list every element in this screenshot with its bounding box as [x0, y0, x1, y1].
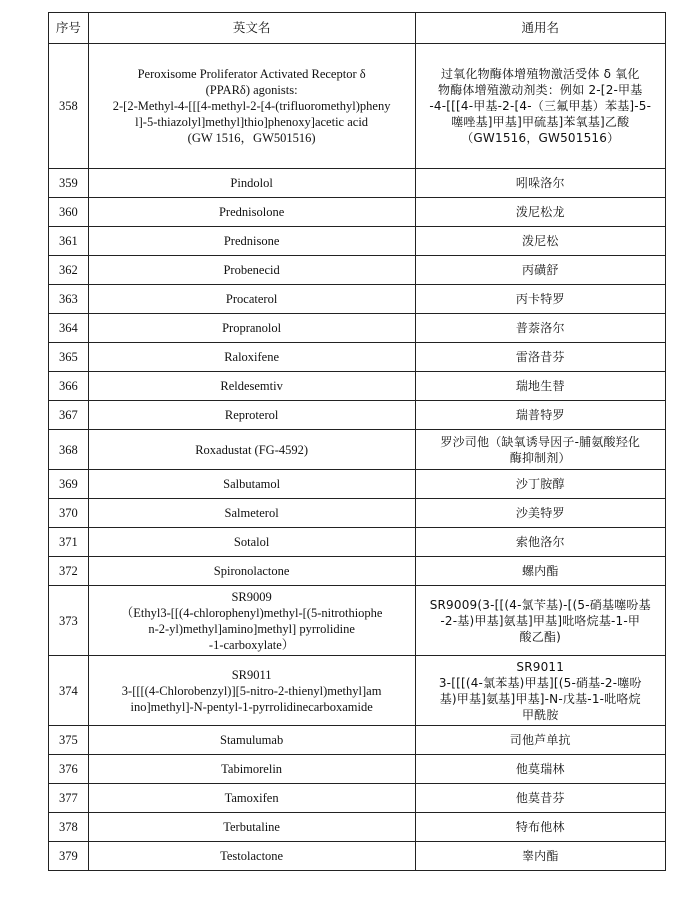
row-number: 362: [49, 256, 89, 285]
cn-line: 吲哚洛尔: [515, 176, 565, 190]
common-name-cell: [415, 755, 665, 784]
en-line: Tabimorelin: [221, 762, 283, 776]
english-name-cell: [88, 44, 415, 169]
row-number: 379: [49, 842, 89, 871]
row-number: 358: [49, 44, 89, 169]
english-name-cell: [88, 499, 415, 528]
en-line: Probenecid: [223, 263, 280, 277]
english-name-cell: [88, 528, 415, 557]
cn-line: 瑞普特罗: [515, 408, 565, 422]
en-line: SR9009: [231, 589, 272, 604]
english-name-cell: [88, 314, 415, 343]
table-row: [49, 813, 666, 842]
english-name-cell: [88, 557, 415, 586]
drug-name-table: [48, 12, 666, 871]
common-name-cell: [415, 198, 665, 227]
common-name-cell: [415, 343, 665, 372]
cn-line: （GW1516，GW501516）: [461, 131, 620, 145]
table-row: [49, 285, 666, 314]
en-line: (PPARδ) agonists:: [205, 83, 298, 97]
table-row: [49, 499, 666, 528]
common-name-cell: [415, 557, 665, 586]
common-name-cell: [415, 842, 665, 871]
cn-line: SR9009(3-[[(4-氯苄基)-[(5-硝基噻吩基: [429, 597, 651, 612]
row-number: 370: [49, 499, 89, 528]
cn-line: -4-[[[4-甲基-2-[4-（三氟甲基）苯基]-5-: [429, 99, 652, 113]
header-number: 序号: [49, 13, 89, 44]
cn-line: 司他芦单抗: [509, 733, 571, 747]
english-name-cell: [88, 586, 415, 656]
table-row: [49, 528, 666, 557]
cn-line: 特布他林: [515, 820, 565, 834]
en-line: Terbutaline: [223, 820, 280, 834]
en-line: n-2-yl)methyl]amino]methyl] pyrrolidine: [148, 621, 355, 636]
en-line: Prednisone: [223, 234, 280, 248]
row-number: 367: [49, 401, 89, 430]
en-line: Stamulumab: [220, 733, 284, 747]
en-line: Salmeterol: [224, 506, 279, 520]
en-line: Prednisolone: [218, 205, 285, 219]
table-row: [49, 557, 666, 586]
table-row: [49, 470, 666, 499]
en-line: Spironolactone: [213, 564, 290, 578]
english-name-cell: [88, 755, 415, 784]
common-name-cell: [415, 227, 665, 256]
common-name-cell: [415, 499, 665, 528]
common-name-cell: [415, 169, 665, 198]
en-line: Sotalol: [233, 535, 270, 549]
cn-line: 基)甲基]氨基]甲基]-N-戊基-1-吡咯烷: [439, 691, 641, 706]
common-name-cell: [415, 528, 665, 557]
common-name-cell: [415, 470, 665, 499]
cn-line: 螺内酯: [521, 564, 559, 578]
table-row: [49, 586, 666, 656]
cn-line: 丙卡特罗: [515, 292, 565, 306]
table-row: [49, 44, 666, 169]
cn-line: 酸乙酯): [519, 629, 561, 644]
english-name-cell: [88, 726, 415, 755]
cn-line: 过氧化物酶体增殖物激活受体 δ 氧化: [440, 67, 640, 81]
row-number: 377: [49, 784, 89, 813]
cn-line: 泼尼松龙: [515, 205, 565, 219]
row-number: 374: [49, 656, 89, 726]
common-name-cell: [415, 784, 665, 813]
en-line: （Ethyl3-[[(4-chlorophenyl)methyl-[(5-nitrothiophe: [120, 605, 383, 620]
english-name-cell: [88, 813, 415, 842]
table-row: [49, 227, 666, 256]
common-name-cell: [415, 430, 665, 470]
en-line: Roxadustat (FG-4592): [195, 442, 309, 457]
table-row: [49, 726, 666, 755]
en-line: Propranolol: [222, 321, 282, 335]
cn-line: 沙丁胺醇: [515, 477, 565, 491]
common-name-cell: [415, 285, 665, 314]
cn-line: 物酶体增殖激动剂类：例如 2-[2-甲基: [438, 83, 643, 97]
common-name-cell: [415, 314, 665, 343]
common-name-cell: [415, 256, 665, 285]
cn-line: 瑞地生替: [515, 379, 565, 393]
cn-line: 罗沙司他（缺氧诱导因子-脯氨酸羟化: [440, 434, 641, 449]
table-row: [49, 198, 666, 227]
table-row: [49, 755, 666, 784]
cn-line: 雷洛昔芬: [515, 350, 565, 364]
cn-line: 酶抑制剂）: [509, 450, 571, 465]
en-line: (GW 1516，GW501516): [187, 131, 316, 145]
cn-line: 沙美特罗: [515, 506, 565, 520]
cn-line: SR9011: [516, 659, 565, 674]
row-number: 366: [49, 372, 89, 401]
en-line: Salbutamol: [223, 477, 281, 491]
en-line: l]-5-thiazolyl]methyl]thio]phenoxy]acetic acid: [135, 115, 369, 129]
common-name-cell: [415, 726, 665, 755]
row-number: 359: [49, 169, 89, 198]
common-name-cell: [415, 656, 665, 726]
en-line: Reproterol: [224, 408, 279, 422]
row-number: 376: [49, 755, 89, 784]
en-line: -1-carboxylate）: [208, 637, 295, 652]
english-name-cell: [88, 343, 415, 372]
en-line: Procaterol: [225, 292, 278, 306]
row-number: 363: [49, 285, 89, 314]
en-line: Testolactone: [220, 849, 284, 863]
table-row: [49, 372, 666, 401]
en-line: ino]methyl]-N-pentyl-1-pyrrolidinecarboxamide: [130, 699, 373, 714]
row-number: 378: [49, 813, 89, 842]
table-row: [49, 784, 666, 813]
cn-line: 甲酰胺: [521, 707, 559, 722]
en-line: Raloxifene: [224, 350, 280, 364]
cn-line: 丙磺舒: [521, 263, 559, 277]
row-number: 371: [49, 528, 89, 557]
cn-line: 泼尼松: [521, 234, 559, 248]
en-line: 3-[[[(4-Chlorobenzyl)][5-nitro-2-thienyl)methyl]am: [121, 683, 382, 698]
english-name-cell: [88, 372, 415, 401]
cn-line: 索他洛尔: [515, 535, 565, 549]
table-row: [49, 401, 666, 430]
cn-line: 睾内酯: [521, 849, 559, 863]
row-number: 373: [49, 586, 89, 656]
table-row: [49, 169, 666, 198]
en-line: SR9011: [231, 667, 272, 682]
english-name-cell: [88, 227, 415, 256]
english-name-cell: [88, 285, 415, 314]
table-row: [49, 656, 666, 726]
common-name-cell: [415, 44, 665, 169]
common-name-cell: [415, 586, 665, 656]
english-name-cell: [88, 842, 415, 871]
cn-line: 3-[[[(4-氯苯基)甲基][(5-硝基-2-噻吩: [438, 675, 642, 690]
table-row: [49, 256, 666, 285]
english-name-cell: [88, 169, 415, 198]
row-number: 372: [49, 557, 89, 586]
english-name-cell: [88, 401, 415, 430]
cn-line: 普萘洛尔: [515, 321, 565, 335]
common-name-cell: [415, 813, 665, 842]
header-row: [49, 13, 666, 44]
row-number: 365: [49, 343, 89, 372]
cn-line: 噻唑基]甲基]甲硫基]苯氧基]乙酸: [451, 115, 630, 129]
cn-line: 他莫昔芬: [515, 791, 565, 805]
en-line: 2-[2-Methyl-4-[[[4-methyl-2-[4-(trifluoromethyl)pheny: [112, 99, 391, 113]
row-number: 361: [49, 227, 89, 256]
row-number: 368: [49, 430, 89, 470]
common-name-cell: [415, 372, 665, 401]
english-name-cell: [88, 470, 415, 499]
en-line: Peroxisome Proliferator Activated Receptor δ: [137, 67, 366, 81]
common-name-cell: [415, 401, 665, 430]
table-row: [49, 842, 666, 871]
row-number: 375: [49, 726, 89, 755]
english-name-cell: [88, 430, 415, 470]
english-name-cell: [88, 256, 415, 285]
en-line: Tamoxifen: [224, 791, 279, 805]
table-row: [49, 430, 666, 470]
header-common-name: 通用名: [415, 13, 665, 44]
cn-line: 他莫瑞林: [515, 762, 565, 776]
english-name-cell: [88, 784, 415, 813]
table-row: [49, 314, 666, 343]
english-name-cell: [88, 198, 415, 227]
en-line: Pindolol: [230, 176, 273, 190]
row-number: 369: [49, 470, 89, 499]
english-name-cell: [88, 656, 415, 726]
table-row: [49, 343, 666, 372]
en-line: Reldesemtiv: [220, 379, 283, 393]
row-number: 364: [49, 314, 89, 343]
header-english-name: 英文名: [88, 13, 415, 44]
cn-line: -2-基)甲基]氨基]甲基]吡咯烷基-1-甲: [440, 613, 641, 628]
row-number: 360: [49, 198, 89, 227]
